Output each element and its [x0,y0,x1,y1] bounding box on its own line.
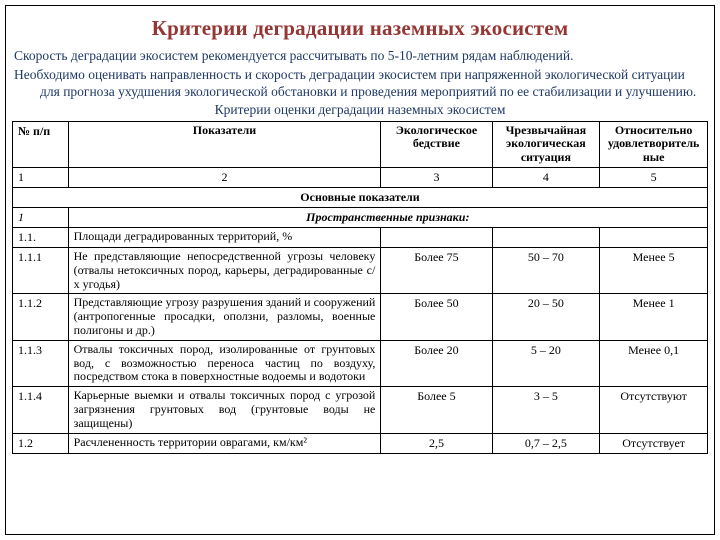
row-value-satisfactory: Отсутствует [600,433,708,453]
row-value-disaster: Более 75 [381,248,492,294]
colnum-5: 5 [600,168,708,188]
row-indicator: Площади деградированных территорий, % [68,228,381,248]
slide-frame [5,5,715,535]
row-value-satisfactory: Менее 5 [600,248,708,294]
row-num: 1.1.3 [13,340,69,386]
criteria-table [12,121,708,454]
header-cell-disaster: Экологическое бедствие [381,121,492,167]
table-row [13,433,708,453]
row-value-satisfactory: Менее 1 [600,294,708,340]
row-value-satisfactory: Менее 0,1 [600,340,708,386]
intro-paragraph-2: Необходимо оценивать направленность и скорость деградации экосистем при напряженной экологической ситуации для прогноза ухудшения экологической обстановки и проведения мероприятий по ее стабилизации и улучшению. [14,66,697,100]
column-number-row [13,168,708,188]
table-row [13,387,708,433]
row-num: 1.1.1 [13,248,69,294]
header-cell-emergency: Чрезвычайная экологическая ситуация [492,121,600,167]
row-num: 1.2 [13,433,69,453]
table-row [13,294,708,340]
row-num: 1.1. [13,228,69,248]
row-indicator: Не представляющие непосредственной угрозы человеку (отвалы нетоксичных пород, карьеры, деградированные с/х угодья) [68,248,381,294]
row-indicator: Карьерные выемки и отвалы токсичных пород с угрозой загрязнения грунтовых вод (грунтовые воды не защищены) [68,387,381,433]
row-value-satisfactory: Отсутствуют [600,387,708,433]
row-indicator: Отвалы токсичных пород, изолированные от грунтовых вод, с возможностью переноса частиц по воздуху, посредством стока в поверхностные водоемы и водотоки [68,340,381,386]
subsection-row [13,208,708,228]
row-value-emergency: 5 – 20 [492,340,600,386]
row-num: 1.1.2 [13,294,69,340]
row-value-disaster: Более 50 [381,294,492,340]
table-header-row [13,121,708,167]
row-value-emergency: 20 – 50 [492,294,600,340]
row-value-emergency: 50 – 70 [492,248,600,294]
colnum-3: 3 [381,168,492,188]
row-value-disaster: 2,5 [381,433,492,453]
colnum-1: 1 [13,168,69,188]
row-value-emergency [492,228,600,248]
page-title: Критерии деградации наземных экосистем [151,16,569,40]
subsection-num: 1 [13,208,69,228]
header-cell-num: № п/п [13,121,69,167]
intro-paragraph-1: Скорость деградации экосистем рекомендуется рассчитывать по 5-10-летним рядам наблюдений. [14,48,574,63]
row-num: 1.1.4 [13,387,69,433]
row-value-disaster [381,228,492,248]
table-row [13,340,708,386]
section-title: Основные показатели [13,188,708,208]
subsection-title: Пространственные признаки: [68,208,707,228]
colnum-2: 2 [68,168,381,188]
section-row [13,188,708,208]
row-value-emergency: 0,7 – 2,5 [492,433,600,453]
row-indicator: Расчлененность территории оврагами, км/км² [68,433,381,453]
table-caption: Критерии оценки деградации наземных экосистем [214,101,506,117]
header-cell-indicators: Показатели [68,121,381,167]
row-value-disaster: Более 20 [381,340,492,386]
row-indicator: Представляющие угрозу разрушения зданий и сооружений (антропогенные просадки, оползни, разломы, военные полигоны и др.) [68,294,381,340]
table-row [13,248,708,294]
table-row [13,228,708,248]
row-value-disaster: Более 5 [381,387,492,433]
colnum-4: 4 [492,168,600,188]
row-value-satisfactory [600,228,708,248]
header-cell-satisfactory: Относительно удовлетворительные [600,121,708,167]
row-value-emergency: 3 – 5 [492,387,600,433]
